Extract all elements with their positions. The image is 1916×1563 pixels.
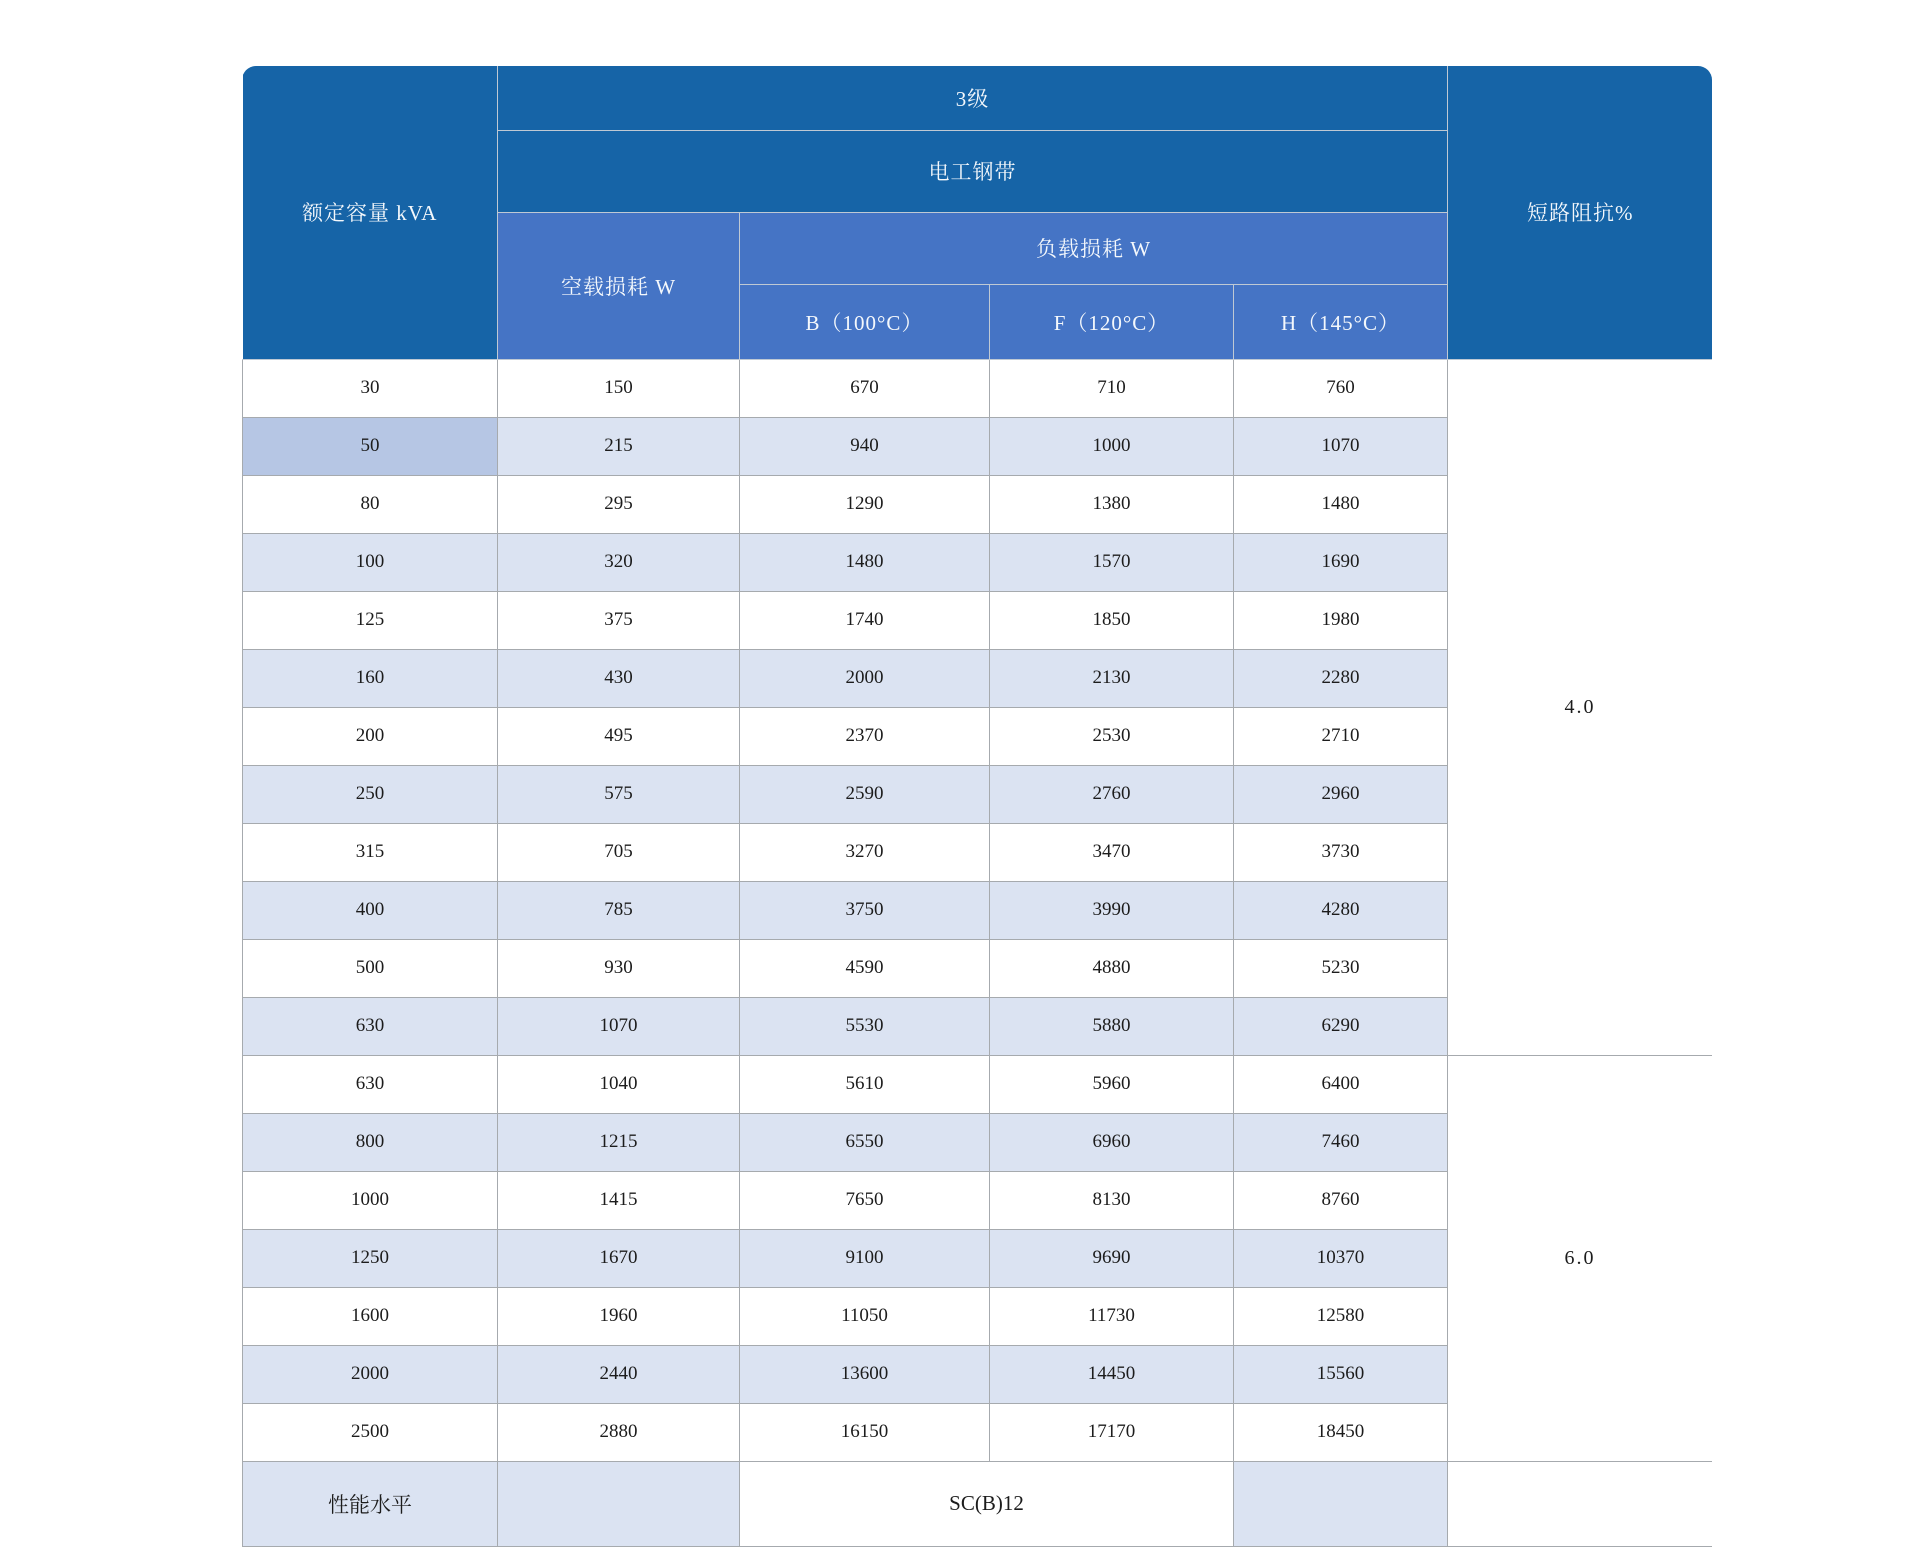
capacity-cell: 630	[243, 1055, 498, 1113]
capacity-cell: 100	[243, 533, 498, 591]
capacity-cell: 1250	[243, 1229, 498, 1287]
loss-f-120c-cell: 2760	[990, 765, 1234, 823]
spec-table	[242, 66, 1712, 1547]
loss-b-100c-cell: 16150	[740, 1403, 990, 1461]
transformer-loss-table	[242, 66, 1712, 1547]
header-temp-h-145c: H（145°C）	[1234, 284, 1448, 359]
loss-h-145c-cell: 760	[1234, 359, 1448, 417]
loss-h-145c-cell: 12580	[1234, 1287, 1448, 1345]
loss-h-145c-cell: 6290	[1234, 997, 1448, 1055]
loss-h-145c-cell: 1480	[1234, 475, 1448, 533]
header-load-loss: 负载损耗 W	[740, 212, 1448, 284]
loss-h-145c-cell: 18450	[1234, 1403, 1448, 1461]
loss-b-100c-cell: 2000	[740, 649, 990, 707]
no-load-loss-cell: 930	[498, 939, 740, 997]
header-rated-capacity: 额定容量 kVA	[243, 66, 498, 359]
capacity-cell: 400	[243, 881, 498, 939]
capacity-cell: 2500	[243, 1403, 498, 1461]
loss-h-145c-cell: 10370	[1234, 1229, 1448, 1287]
loss-f-120c-cell: 6960	[990, 1113, 1234, 1171]
loss-b-100c-cell: 2590	[740, 765, 990, 823]
loss-b-100c-cell: 13600	[740, 1345, 990, 1403]
no-load-loss-cell: 295	[498, 475, 740, 533]
no-load-loss-cell: 785	[498, 881, 740, 939]
loss-f-120c-cell: 3470	[990, 823, 1234, 881]
no-load-loss-cell: 1070	[498, 997, 740, 1055]
loss-f-120c-cell: 1000	[990, 417, 1234, 475]
capacity-cell: 800	[243, 1113, 498, 1171]
footer-row	[243, 1461, 1713, 1546]
capacity-cell: 1000	[243, 1171, 498, 1229]
no-load-loss-cell: 215	[498, 417, 740, 475]
no-load-loss-cell: 1040	[498, 1055, 740, 1113]
impedance-value-cell: 6.0	[1448, 1055, 1713, 1461]
capacity-cell: 160	[243, 649, 498, 707]
loss-h-145c-cell: 1690	[1234, 533, 1448, 591]
loss-b-100c-cell: 6550	[740, 1113, 990, 1171]
no-load-loss-cell: 1960	[498, 1287, 740, 1345]
loss-h-145c-cell: 8760	[1234, 1171, 1448, 1229]
header-temp-b-100c: B（100°C）	[740, 284, 990, 359]
loss-b-100c-cell: 1480	[740, 533, 990, 591]
no-load-loss-cell: 2880	[498, 1403, 740, 1461]
loss-h-145c-cell: 6400	[1234, 1055, 1448, 1113]
footer-empty-cell	[1234, 1461, 1448, 1546]
loss-f-120c-cell: 8130	[990, 1171, 1234, 1229]
no-load-loss-cell: 1415	[498, 1171, 740, 1229]
loss-h-145c-cell: 2960	[1234, 765, 1448, 823]
loss-b-100c-cell: 5530	[740, 997, 990, 1055]
header-row-level	[243, 66, 1713, 130]
no-load-loss-cell: 495	[498, 707, 740, 765]
no-load-loss-cell: 320	[498, 533, 740, 591]
loss-f-120c-cell: 5960	[990, 1055, 1234, 1113]
footer-performance-label: 性能水平	[243, 1461, 498, 1546]
loss-b-100c-cell: 2370	[740, 707, 990, 765]
loss-f-120c-cell: 11730	[990, 1287, 1234, 1345]
loss-f-120c-cell: 14450	[990, 1345, 1234, 1403]
loss-b-100c-cell: 5610	[740, 1055, 990, 1113]
loss-h-145c-cell: 15560	[1234, 1345, 1448, 1403]
header-level: 3级	[498, 66, 1448, 130]
no-load-loss-cell: 2440	[498, 1345, 740, 1403]
capacity-cell: 80	[243, 475, 498, 533]
no-load-loss-cell: 375	[498, 591, 740, 649]
loss-f-120c-cell: 4880	[990, 939, 1234, 997]
loss-b-100c-cell: 4590	[740, 939, 990, 997]
capacity-cell: 500	[243, 939, 498, 997]
capacity-cell: 30	[243, 359, 498, 417]
loss-h-145c-cell: 4280	[1234, 881, 1448, 939]
loss-h-145c-cell: 2710	[1234, 707, 1448, 765]
footer-performance-value: SC(B)12	[740, 1461, 1234, 1546]
loss-f-120c-cell: 9690	[990, 1229, 1234, 1287]
header-material: 电工钢带	[498, 130, 1448, 212]
no-load-loss-cell: 430	[498, 649, 740, 707]
loss-f-120c-cell: 1570	[990, 533, 1234, 591]
loss-b-100c-cell: 1290	[740, 475, 990, 533]
loss-b-100c-cell: 9100	[740, 1229, 990, 1287]
loss-h-145c-cell: 2280	[1234, 649, 1448, 707]
capacity-cell: 2000	[243, 1345, 498, 1403]
loss-f-120c-cell: 5880	[990, 997, 1234, 1055]
loss-f-120c-cell: 710	[990, 359, 1234, 417]
loss-b-100c-cell: 1740	[740, 591, 990, 649]
no-load-loss-cell: 1215	[498, 1113, 740, 1171]
header-no-load-loss: 空载损耗 W	[498, 212, 740, 359]
loss-b-100c-cell: 940	[740, 417, 990, 475]
loss-h-145c-cell: 7460	[1234, 1113, 1448, 1171]
loss-f-120c-cell: 17170	[990, 1403, 1234, 1461]
table-row	[243, 359, 1713, 417]
capacity-cell: 125	[243, 591, 498, 649]
capacity-cell: 50	[243, 417, 498, 475]
no-load-loss-cell: 705	[498, 823, 740, 881]
header-temp-f-120c: F（120°C）	[990, 284, 1234, 359]
loss-f-120c-cell: 2130	[990, 649, 1234, 707]
loss-b-100c-cell: 11050	[740, 1287, 990, 1345]
no-load-loss-cell: 575	[498, 765, 740, 823]
capacity-cell: 200	[243, 707, 498, 765]
impedance-value-cell: 4.0	[1448, 359, 1713, 1055]
footer-empty-cell	[498, 1461, 740, 1546]
loss-h-145c-cell: 1980	[1234, 591, 1448, 649]
loss-b-100c-cell: 7650	[740, 1171, 990, 1229]
loss-h-145c-cell: 3730	[1234, 823, 1448, 881]
capacity-cell: 315	[243, 823, 498, 881]
loss-b-100c-cell: 3270	[740, 823, 990, 881]
loss-b-100c-cell: 3750	[740, 881, 990, 939]
loss-f-120c-cell: 3990	[990, 881, 1234, 939]
capacity-cell: 250	[243, 765, 498, 823]
loss-f-120c-cell: 2530	[990, 707, 1234, 765]
no-load-loss-cell: 150	[498, 359, 740, 417]
footer-empty-cell	[1448, 1461, 1713, 1546]
table-row	[243, 1055, 1713, 1113]
capacity-cell: 1600	[243, 1287, 498, 1345]
capacity-cell: 630	[243, 997, 498, 1055]
no-load-loss-cell: 1670	[498, 1229, 740, 1287]
loss-f-120c-cell: 1850	[990, 591, 1234, 649]
loss-b-100c-cell: 670	[740, 359, 990, 417]
loss-f-120c-cell: 1380	[990, 475, 1234, 533]
header-impedance: 短路阻抗%	[1448, 66, 1713, 359]
loss-h-145c-cell: 5230	[1234, 939, 1448, 997]
loss-h-145c-cell: 1070	[1234, 417, 1448, 475]
